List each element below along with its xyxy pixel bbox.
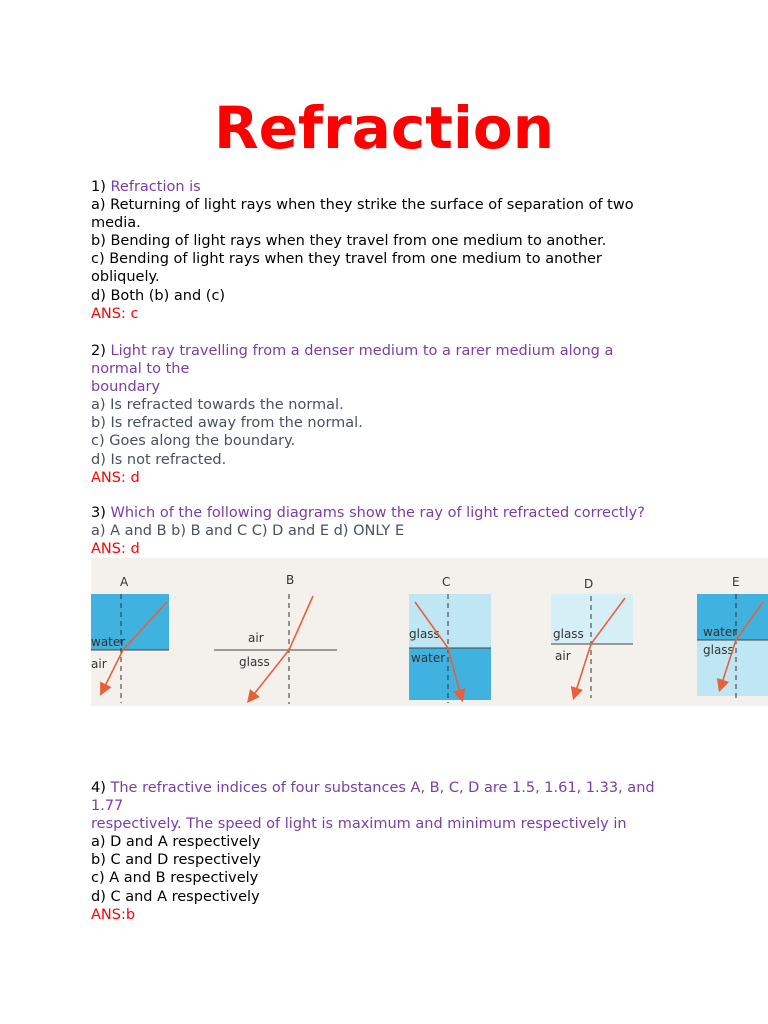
question-4-text xyxy=(91,779,691,797)
option-line: c) Bending of light rays when they travel from one medium to another xyxy=(91,251,602,268)
option-line: a) D and A respectively xyxy=(91,834,261,851)
question-3 xyxy=(91,504,691,558)
question-prompt-line: 1.77 xyxy=(91,798,124,815)
question-3-text xyxy=(91,504,691,522)
option-line: d) Both (b) and (c) xyxy=(91,287,226,304)
medium-label: water xyxy=(703,625,738,639)
option-line: b) C and D respectively xyxy=(91,852,261,869)
question-1 xyxy=(91,178,691,323)
option-line: c) Goes along the boundary. xyxy=(91,433,296,450)
option-line: d) Is not refracted. xyxy=(91,451,227,468)
option-line: media. xyxy=(91,215,141,232)
question-prompt-line: normal to the xyxy=(91,361,190,378)
diagram-c xyxy=(409,575,491,703)
option-line: c) A and B respectively xyxy=(91,870,259,887)
answer: ANS: d xyxy=(91,469,140,486)
diagram-label-c: C xyxy=(442,575,451,589)
question-number: 2) xyxy=(91,343,106,359)
question-prompt-line: respectively. The speed of light is maximum and minimum respectively in xyxy=(91,816,627,833)
medium-label: air xyxy=(248,631,264,645)
diagram-label-b: B xyxy=(286,573,295,587)
option-line: a) Is refracted towards the normal. xyxy=(91,397,344,414)
option-line: a) Returning of light rays when they strike the surface of separation of two xyxy=(91,197,634,214)
option-line: b) Bending of light rays when they travel from one medium to another. xyxy=(91,233,607,250)
question-number: 1) xyxy=(91,179,106,195)
answer: ANS: c xyxy=(91,305,139,322)
option-line: obliquely. xyxy=(91,269,160,286)
question-1-text xyxy=(91,178,691,196)
question-prompt: Refraction is xyxy=(110,179,201,195)
medium-label: water xyxy=(91,635,126,649)
page-title: Refraction xyxy=(213,94,555,162)
medium-label: air xyxy=(555,649,571,663)
option-line: d) C and A respectively xyxy=(91,888,260,905)
option-line: a) A and B b) B and C C) D and E d) ONLY E xyxy=(91,523,405,540)
medium-label: glass xyxy=(409,627,440,641)
medium-label: glass xyxy=(703,643,734,657)
diagram-label-d: D xyxy=(584,577,594,591)
refraction-diagrams-image xyxy=(91,558,768,706)
question-2-text xyxy=(91,342,691,360)
option-line: b) Is refracted away from the normal. xyxy=(91,415,363,432)
diagram-label-e: E xyxy=(732,575,740,589)
question-number: 3) xyxy=(91,505,106,521)
medium-label: glass xyxy=(239,655,270,669)
question-prompt: Light ray travelling from a denser medium to a rarer medium along a xyxy=(110,343,614,359)
question-prompt: Which of the following diagrams show the ray of light refracted correctly? xyxy=(110,505,645,521)
medium-label: air xyxy=(91,657,107,671)
diagram-label-a: A xyxy=(120,575,129,589)
question-prompt: The refractive indices of four substances A, B, C, D are 1.5, 1.61, 1.33, and xyxy=(110,780,655,796)
medium-label: water xyxy=(411,651,446,665)
medium-label: glass xyxy=(553,627,584,641)
question-2 xyxy=(91,342,691,487)
answer: ANS: d xyxy=(91,541,140,558)
question-4 xyxy=(91,779,691,924)
question-number: 4) xyxy=(91,780,106,796)
answer: ANS:b xyxy=(91,906,136,923)
question-prompt-line: boundary xyxy=(91,379,161,396)
